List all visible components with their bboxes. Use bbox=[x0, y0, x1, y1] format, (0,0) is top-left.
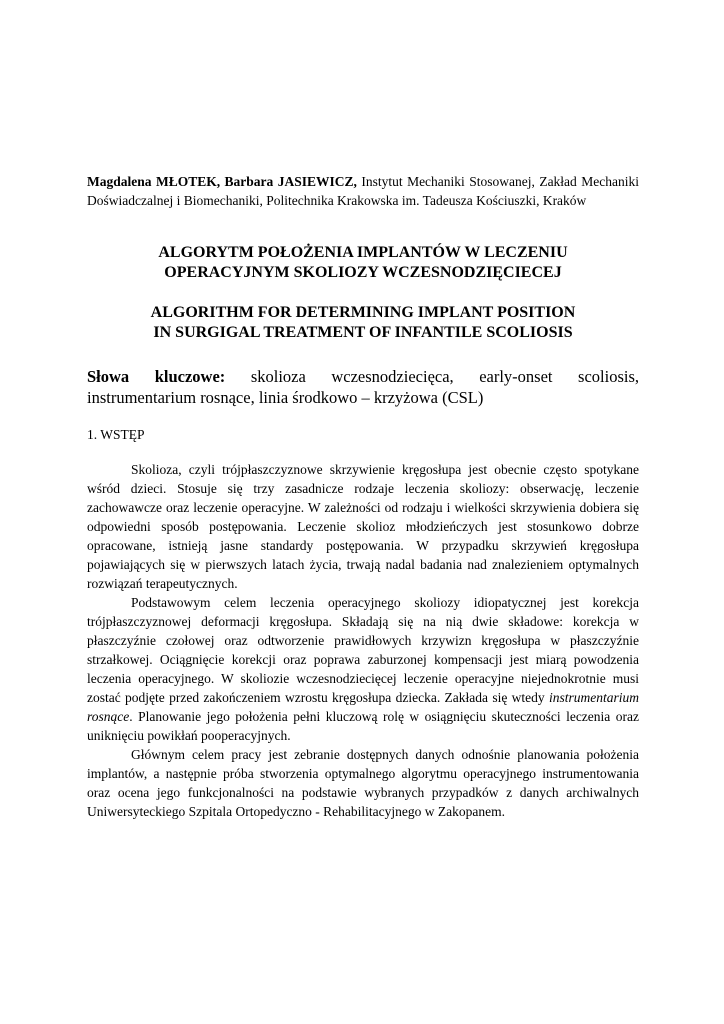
paragraph-1: Skolioza, czyli trójpłaszczyznowe skrzywienie kręgosłupa jest obecnie często spotykane wśród dzieci. Stosuje się trzy zasadnicze rodzaje leczenia skoliozy: obserwację, leczenie zachowawcze oraz leczenie operacyjne. W zależności od rodzaju i wielkości skrzywienia dobiera się odpowiedni sposób postępowania. Leczenie skolioz młodzieńczych jest stosunkowo dobrze opracowane, istnieją jasne standardy postępowania. W przypadku skrzywień kręgosłupa pojawiających się w pierwszych latach życia, trwają nadal badania nad znalezieniem optymalnych rozwiązań terapeutycznych. bbox=[87, 462, 639, 591]
title-polish-line-2: OPERACYJNYM SKOLIOZY WCZESNODZIĘCIECEJ bbox=[164, 264, 562, 281]
paragraph-3: Głównym celem pracy jest zebranie dostępnych danych odnośnie planowania położenia implantów, a następnie próba stworzenia optymalnego algorytmu operacyjnego instrumentowania oraz ocena jego funkcjonalności na podstawie wybranych przypadków z danych archiwalnych Uniwersyteckiego Szpitala Ortopedyczno - Rehabilitacyjnego w Zakopanem. bbox=[87, 747, 639, 819]
document-page bbox=[87, 172, 639, 821]
keywords-label: Słowa kluczowe: bbox=[87, 367, 226, 386]
paragraph-2 bbox=[87, 593, 639, 745]
title-english-line-2: IN SURGIGAL TREATMENT OF INFANTILE SCOLIOSIS bbox=[153, 324, 573, 341]
introduction-body bbox=[87, 460, 639, 821]
paragraph-2-part-a: Podstawowym celem leczenia operacyjnego skoliozy idiopatycznej jest korekcja trójpłaszczyznowej deformacji kręgosłupa. Składają się na nią dwie składowe: korekcja w płaszczyźnie czołowej oraz odtworzenie prawidłowych krzywizn kręgosłupa w płaszczyźnie strzałkowej. Ociągnięcie korekcji oraz poprawa zaburzonej kompensacji jest miarą powodzenia leczenia operacyjnego. W skoliozie wczesnodziecięcej leczenie operacyjne niejednokrotnie musi zostać podjęte przed zakończeniem wzrostu kręgosłupa dziecka. Zakłada się wtedy bbox=[87, 595, 639, 705]
author-affiliation-block bbox=[87, 172, 639, 210]
affiliation-text: Instytut Mechaniki Stosowanej, Zakład Mechaniki Doświadczalnej i Biomechaniki, Politechnika Krakowska im. Tadeusza Kościuszki, Kraków bbox=[87, 174, 639, 208]
title-english bbox=[87, 303, 639, 343]
title-english-line-1: ALGORITHM FOR DETERMINING IMPLANT POSITION bbox=[150, 304, 576, 321]
title-polish-line-1: ALGORYTM POŁOŻENIA IMPLANTÓW W LECZENIU bbox=[158, 244, 568, 261]
author-name-2: Barbara JASIEWICZ, bbox=[224, 174, 357, 189]
paragraph-2-part-b: . Planowanie jego położenia pełni kluczową rolę w osiągnięciu skuteczności leczenia oraz uniknięciu powikłań pooperacyjnych. bbox=[87, 709, 639, 743]
title-polish bbox=[87, 243, 639, 283]
author-name-1: Magdalena MŁOTEK, bbox=[87, 174, 221, 189]
keywords-text: skolioza wczesnodziecięca, early-onset scoliosis, instrumentarium rosnące, linia środkowo – krzyżowa (CSL) bbox=[87, 367, 640, 407]
keywords-block bbox=[87, 366, 639, 408]
section-heading: 1. WSTĘP bbox=[87, 427, 145, 442]
paragraph-2-italic-term: instrumentarium rosnące bbox=[87, 690, 640, 724]
